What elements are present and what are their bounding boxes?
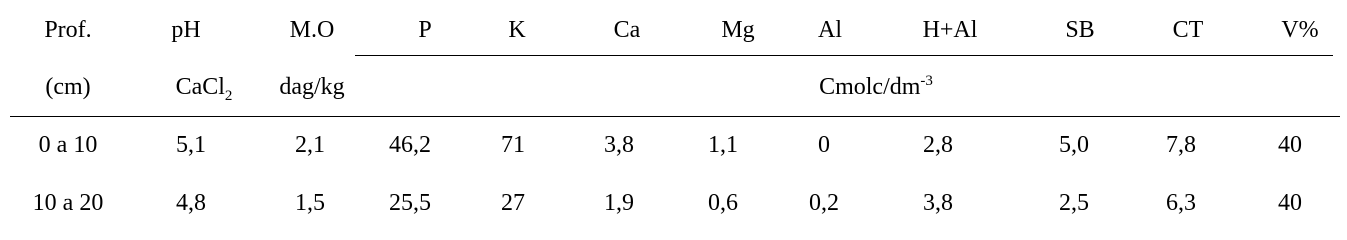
cell-phosphorus: 25,5 [389, 190, 431, 216]
cell-aluminum: 0,2 [809, 190, 839, 216]
header-ph: pH [171, 17, 201, 43]
header-sum-of-bases: SB [1065, 17, 1095, 43]
cell-aluminum: 0 [818, 132, 830, 158]
cell-potassium: 71 [501, 132, 525, 158]
cell-base-saturation: 40 [1278, 132, 1302, 158]
cell-depth: 10 a 20 [32, 190, 104, 216]
cell-magnesium: 1,1 [708, 132, 738, 158]
cell-depth: 0 a 10 [38, 132, 98, 158]
cell-cec: 7,8 [1166, 132, 1196, 158]
header-phosphorus: P [418, 17, 432, 43]
header-organic-matter: M.O [289, 17, 335, 43]
cell-potassium: 27 [501, 190, 525, 216]
depth-unit: (cm) [45, 74, 91, 100]
cell-potential-acidity: 3,8 [923, 190, 953, 216]
cell-sum-of-bases: 5,0 [1059, 132, 1089, 158]
ph-method: CaCl$_2$ [175, 74, 233, 104]
cell-calcium: 3,8 [604, 132, 634, 158]
header-cec: CT [1172, 17, 1204, 43]
header-magnesium: Mg [721, 17, 755, 43]
om-unit: dag/kg [279, 74, 345, 100]
header-bottom-rule [10, 116, 1340, 117]
cell-sum-of-bases: 2,5 [1059, 190, 1089, 216]
cell-calcium: 1,9 [604, 190, 634, 216]
cell-ph: 5,1 [176, 132, 206, 158]
header-potassium: K [508, 17, 526, 43]
cell-magnesium: 0,6 [708, 190, 738, 216]
header-potential-acidity: H+Al [922, 17, 978, 43]
cell-ph: 4,8 [176, 190, 206, 216]
header-depth: Prof. [44, 17, 92, 43]
cell-phosphorus: 46,2 [389, 132, 431, 158]
header-calcium: Ca [613, 17, 641, 43]
cell-cec: 6,3 [1166, 190, 1196, 216]
cell-organic-matter: 2,1 [295, 132, 325, 158]
header-aluminum: Al [818, 17, 842, 43]
header-base-saturation: V% [1281, 17, 1319, 43]
nutrient-unit: Cmolc/$dm^{-3}$ [819, 73, 933, 100]
cell-base-saturation: 40 [1278, 190, 1302, 216]
cell-potential-acidity: 2,8 [923, 132, 953, 158]
cell-organic-matter: 1,5 [295, 190, 325, 216]
nutrient-header-rule [355, 55, 1333, 56]
